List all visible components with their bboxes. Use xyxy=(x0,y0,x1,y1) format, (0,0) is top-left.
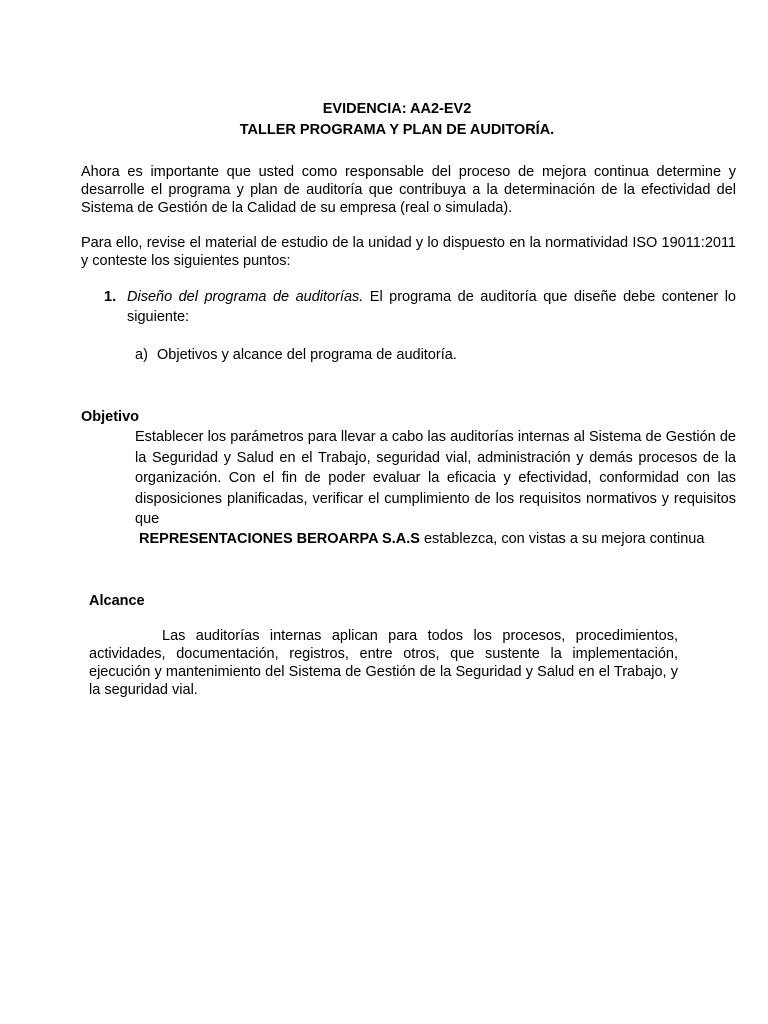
document-title-line2: TALLER PROGRAMA Y PLAN DE AUDITORÍA. xyxy=(239,122,555,138)
sub-item-a-text: Objetivos y alcance del programa de auditoría. xyxy=(157,347,457,363)
document-title-line1: EVIDENCIA: AA2-EV2 xyxy=(322,101,472,117)
intro-paragraph-2: Para ello, revise el material de estudio de la unidad y lo dispuesto en la normatividad ISO 19011:2011 y conteste los siguientes puntos: xyxy=(81,235,736,269)
list-item-1-italic: Diseño del programa de auditorías. xyxy=(127,289,364,305)
alcance-heading: Alcance xyxy=(89,593,145,609)
list-item-1-number: 1. xyxy=(104,289,117,305)
list-item-1 xyxy=(104,287,736,327)
list-item-1-body xyxy=(127,287,736,327)
list-item-1-text: El programa de auditoría que diseñe debe contener lo siguiente: xyxy=(127,289,736,325)
sub-item-a xyxy=(135,345,457,365)
sub-item-a-label: a) xyxy=(135,347,148,363)
objetivo-text: Establecer los parámetros para llevar a cabo las auditorías internas al Sistema de Gestión de la Seguridad y Salud en el Trabajo, seguridad vial, administración y demás procesos de la organización. Con el fin de poder evaluar la eficacia y efectividad, conformidad con las disposiciones planificadas, verificar el cumplimiento de los requisitos normativos y requisitos que xyxy=(135,429,736,527)
objetivo-heading: Objetivo xyxy=(81,409,140,425)
company-suffix: establezca, con vistas a su mejora continua xyxy=(419,531,705,547)
alcance-text: Las auditorías internas aplican para todos los procesos, procedimientos, actividades, documentación, registros, entre otros, que sustente la implementación, ejecución y mantenimiento del Sistema de Gestión de la Seguridad y Salud en el Trabajo, y la seguridad vial. xyxy=(89,628,678,698)
intro-paragraph-1: Ahora es importante que usted como responsable del proceso de mejora continua determine y desarrolle el programa y plan de auditoría que contribuya a la determinación de la efectividad del Sistema de Gestión de la Calidad de su empresa (real o simulada). xyxy=(81,164,736,216)
objetivo-company-line xyxy=(139,529,704,549)
company-name: REPRESENTACIONES BEROARPA S.A.S xyxy=(139,531,420,547)
